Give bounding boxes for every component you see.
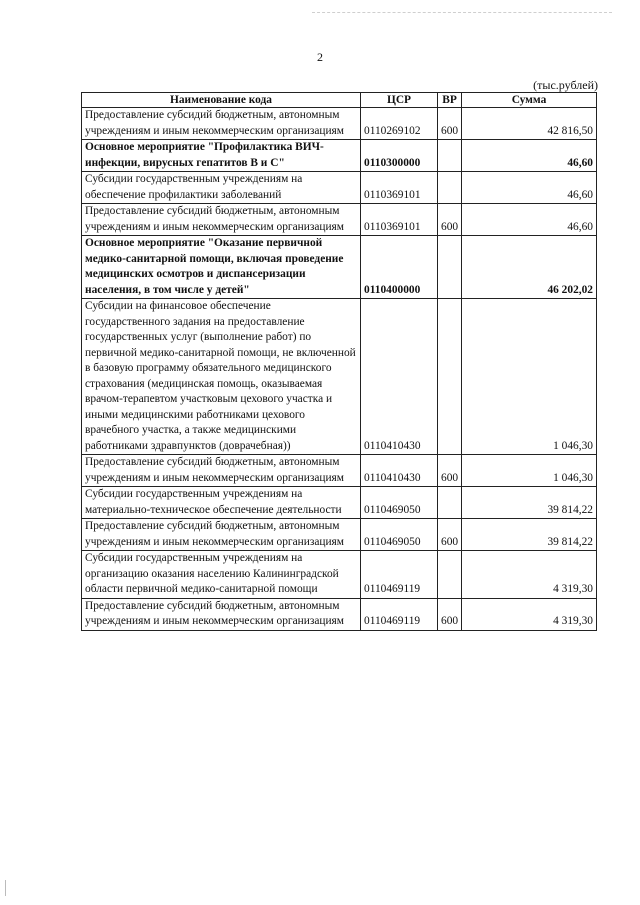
cell-sum: 46,60	[462, 204, 597, 236]
cell-csr: 0110369101	[361, 204, 438, 236]
table-row	[82, 455, 597, 487]
units-label: (тыс.рублей)	[533, 78, 598, 92]
cell-csr: 0110469050	[361, 519, 438, 551]
table-row	[82, 598, 597, 630]
cell-csr: 0110469050	[361, 487, 438, 519]
cell-name: Субсидии государственным учреждениям на организацию оказания населению Калининградской области первичной медико-санитарной помощи	[82, 551, 361, 599]
cell-vr: 600	[438, 455, 462, 487]
cell-sum: 39 814,22	[462, 519, 597, 551]
cell-name: Субсидии на финансовое обеспечение государственного задания на предоставление государственных услуг (выполнение работ) по первичной медико-санитарной помощи, не включенной в базовую программу обязательного медицинского страхования (медицинская помощь, оказываемая врачом-терапевтом участковым цехового участка и иными медицинскими работниками цехового врачебного участка, а также медицинскими работниками здравпунктов (доврачебная))	[82, 299, 361, 455]
cell-csr: 0110269102	[361, 108, 438, 140]
cell-csr: 0110300000	[361, 140, 438, 172]
header-csr: ЦСР	[361, 93, 438, 108]
table-header-row	[82, 93, 597, 108]
cell-name: Предоставление субсидий бюджетным, автономным учреждениям и иным некоммерческим организациям	[82, 455, 361, 487]
cell-csr: 0110410430	[361, 455, 438, 487]
page-number: 2	[317, 50, 323, 64]
table-row	[82, 299, 597, 455]
margin-mark	[5, 880, 6, 896]
header-vr: ВР	[438, 93, 462, 108]
cell-name: Предоставление субсидий бюджетным, автономным учреждениям и иным некоммерческим организациям	[82, 108, 361, 140]
cell-csr: 0110469119	[361, 551, 438, 599]
cell-vr	[438, 172, 462, 204]
cell-sum: 4 319,30	[462, 551, 597, 599]
cell-sum: 4 319,30	[462, 598, 597, 630]
cell-vr	[438, 487, 462, 519]
table-row	[82, 551, 597, 599]
cell-vr: 600	[438, 108, 462, 140]
cell-vr: 600	[438, 204, 462, 236]
cell-csr: 0110410430	[361, 299, 438, 455]
cell-name: Предоставление субсидий бюджетным, автономным учреждениям и иным некоммерческим организациям	[82, 519, 361, 551]
cell-csr: 0110400000	[361, 236, 438, 299]
cell-sum: 46 202,02	[462, 236, 597, 299]
cell-name: Предоставление субсидий бюджетным, автономным учреждениям и иным некоммерческим организациям	[82, 598, 361, 630]
cell-vr	[438, 299, 462, 455]
header-name: Наименование кода	[82, 93, 361, 108]
budget-table	[81, 92, 597, 631]
table-row	[82, 519, 597, 551]
cell-vr	[438, 551, 462, 599]
cell-sum: 39 814,22	[462, 487, 597, 519]
cell-vr: 600	[438, 519, 462, 551]
cell-vr	[438, 140, 462, 172]
cell-sum: 42 816,50	[462, 108, 597, 140]
cell-name: Предоставление субсидий бюджетным, автономным учреждениям и иным некоммерческим организациям	[82, 204, 361, 236]
cell-name: Основное мероприятие "Оказание первичной медико-санитарной помощи, включая проведение медицинских осмотров и диспансеризации населения, в том числе у детей"	[82, 236, 361, 299]
table-row	[82, 172, 597, 204]
scan-edge-mark	[312, 12, 612, 13]
table-row	[82, 487, 597, 519]
table-row	[82, 204, 597, 236]
table-row	[82, 108, 597, 140]
cell-sum: 46,60	[462, 140, 597, 172]
cell-sum: 46,60	[462, 172, 597, 204]
header-sum: Сумма	[462, 93, 597, 108]
cell-name: Основное мероприятие "Профилактика ВИЧ-инфекции, вирусных гепатитов В и С"	[82, 140, 361, 172]
table-row	[82, 236, 597, 299]
cell-name: Субсидии государственным учреждениям на материально-техническое обеспечение деятельности	[82, 487, 361, 519]
cell-name: Субсидии государственным учреждениям на обеспечение профилактики заболеваний	[82, 172, 361, 204]
cell-csr: 0110469119	[361, 598, 438, 630]
table-row	[82, 140, 597, 172]
cell-sum: 1 046,30	[462, 299, 597, 455]
cell-sum: 1 046,30	[462, 455, 597, 487]
cell-vr: 600	[438, 598, 462, 630]
cell-vr	[438, 236, 462, 299]
table-body	[82, 108, 597, 631]
cell-csr: 0110369101	[361, 172, 438, 204]
